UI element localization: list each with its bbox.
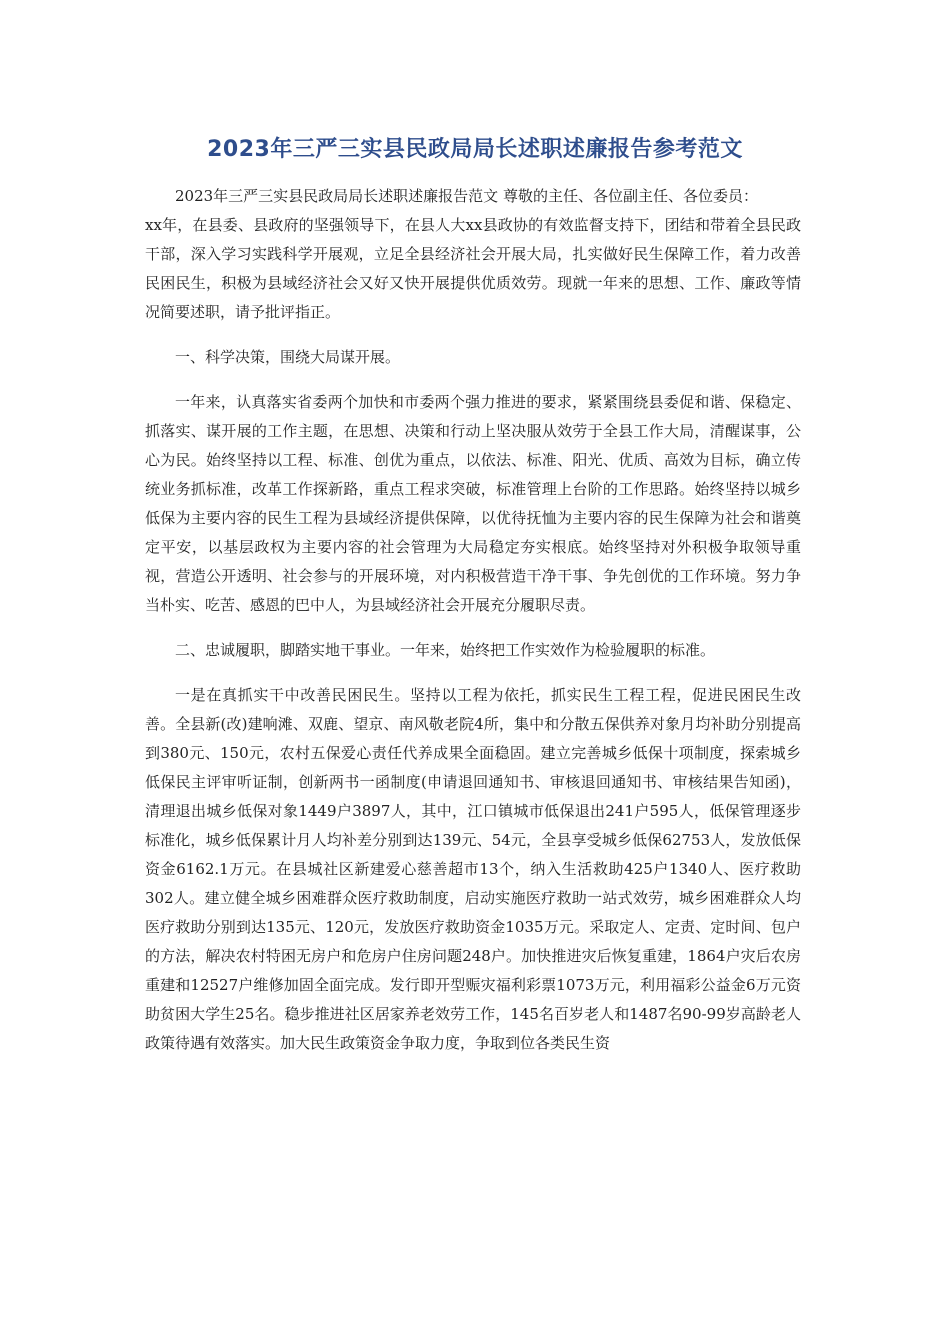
document-body (145, 182, 801, 1058)
paragraph-section-1: 一年来，认真落实省委两个加快和市委两个强力推进的要求，紧紧围绕县委促和谐、保稳定、抓落实、谋开展的工作主题，在思想、决策和行动上坚决服从效劳于全县工作大局，清醒谋事，公心为民。始终坚持以工程、标准、创优为重点，以依法、标准、阳光、优质、高效为目标，确立传统业务抓标准，改革工作探新路，重点工程求突破，标准管理上台阶的工作思路。始终坚持以城乡低保为主要内容的民生工程为县域经济提供保障，以优待抚恤为主要内容的民生保障为社会和谐奠定平安，以基层政权为主要内容的社会管理为大局稳定夯实根底。始终坚持对外积极争取领导重视，营造公开透明、社会参与的开展环境，对内积极营造干净干事、争先创优的工作环境。努力争当朴实、吃苦、感恩的巴中人，为县域经济社会开展充分履职尽责。 (145, 393, 801, 614)
paragraph-section-2: 一是在真抓实干中改善民困民生。坚持以工程为依托，抓实民生工程工程，促进民困民生改善。全县新(改)建响滩、双鹿、望京、南风敬老院4所，集中和分散五保供养对象月均补助分别提高到380元、150元，农村五保爱心责任代养成果全面稳固。建立完善城乡低保十项制度，探索城乡低保民主评审听证制，创新两书一函制度(申请退回通知书、审核退回通知书、审核结果告知函)，清理退出城乡低保对象1449户3897人，其中，江口镇城市低保退出241户595人，低保管理逐步标准化，城乡低保累计月人均补差分别到达139元、54元，全县享受城乡低保62753人，发放低保资金6162.1万元。在县城社区新建爱心慈善超市13个，纳入生活救助425户1340人、医疗救助302人。建立健全城乡困难群众医疗救助制度，启动实施医疗救助一站式效劳，城乡困难群众人均医疗救助分别到达135元、120元，发放医疗救助资金1035万元。采取定人、定责、定时间、包户的方法，解决农村特困无房户和危房户住房问题248户。加快推进灾后恢复重建，1864户灾后农房重建和12527户维修加固全面完成。发行即开型赈灾福利彩票1073万元，利用福彩公益金6万元资助贫困大学生25名。稳步推进社区居家养老效劳工作，145名百岁老人和1487名90-99岁高龄老人政策待遇有效落实。加大民生政策资金争取力度，争取到位各类民生资 (145, 686, 801, 1052)
document-title: 2023年三严三实县民政局局长述职述廉报告参考范文 (207, 137, 743, 162)
paragraph-intro: xx年，在县委、县政府的坚强领导下，在县人大xx县政协的有效监督支持下，团结和带着全县民政干部，深入学习实践科学开展观，立足全县经济社会开展大局，扎实做好民生保障工作，着力改善民困民生，积极为县域经济社会又好又快开展提供优质效劳。现就一年来的思想、工作、廉政等情况简要述职，请予批评指正。 (145, 216, 801, 321)
section-heading-2: 二、忠诚履职，脚踏实地干事业。一年来，始终把工作实效作为检验履职的标准。 (175, 641, 716, 659)
paragraph-salutation: 2023年三严三实县民政局局长述职述廉报告范文 尊敬的主任、各位副主任、各位委员： (175, 187, 758, 205)
section-heading-1: 一、科学决策，围绕大局谋开展。 (175, 348, 401, 366)
